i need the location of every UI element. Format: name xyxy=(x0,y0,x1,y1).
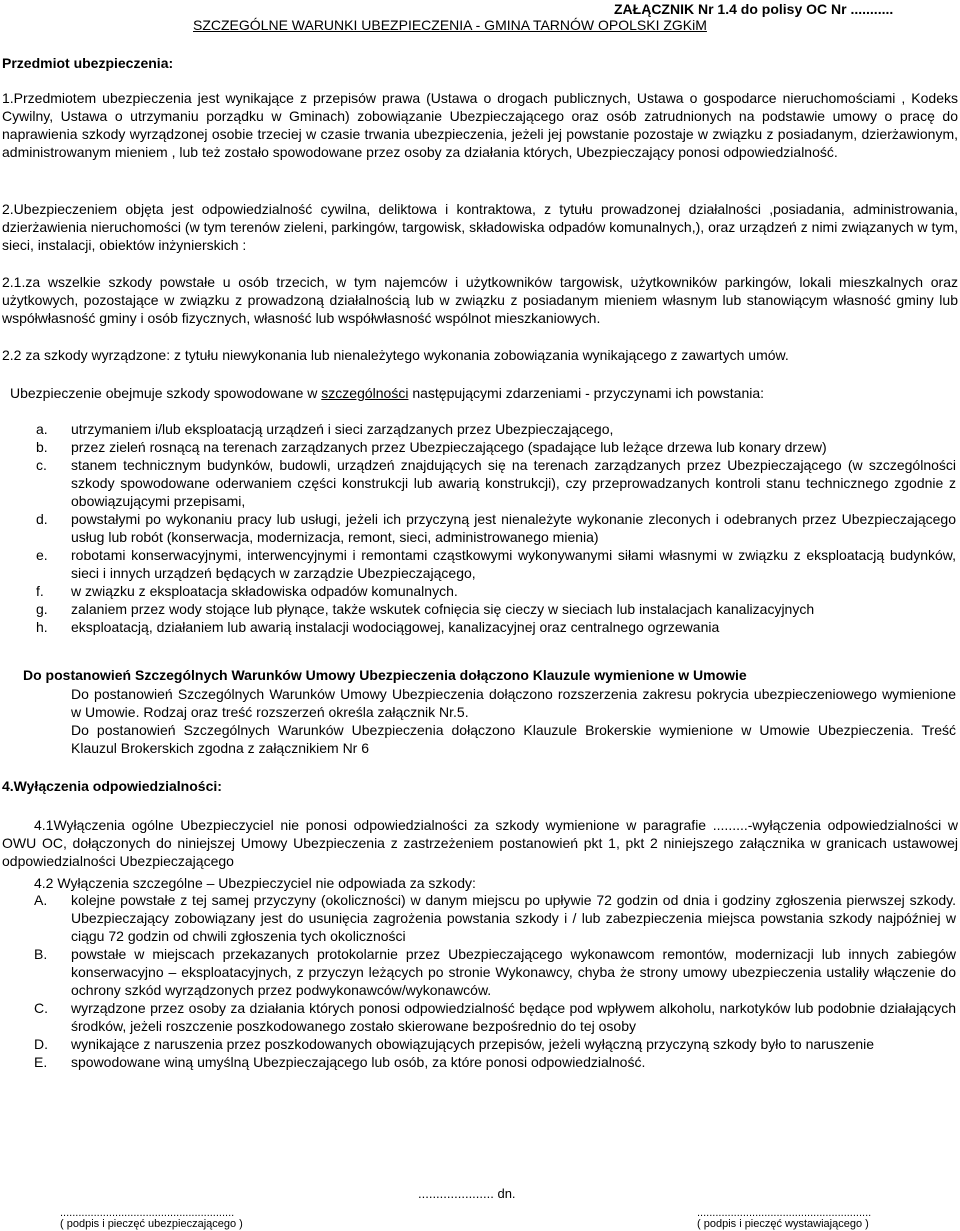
clauses-heading: Do postanowień Szczególnych Warunków Umowy Ubezpieczenia dołączono Klauzule wymienione w Umowie xyxy=(23,667,747,683)
signature-left-label: ( podpis i pieczęć ubezpieczającego ) xyxy=(60,1218,243,1230)
list-letter: e. xyxy=(36,547,48,563)
signature-date: ..................... dn. xyxy=(418,1186,516,1201)
exclusions-specific-intro: 4.2 Wyłączenia szczególne – Ubezpieczyciel nie odpowiada za szkody: xyxy=(34,875,476,891)
paragraph-2-2: 2.2 za szkody wyrządzone: z tytułu niewykonania lub nienależytego wykonania zobowiązania wynikającego z zawartych umów. xyxy=(2,347,789,363)
list-letter: c. xyxy=(36,457,47,473)
list-letter: f. xyxy=(36,583,44,599)
causes-intro-end: następującymi zdarzeniami - przyczynami ich powstania: xyxy=(408,385,765,401)
signature-right-label: ( podpis i pieczęć wystawiającego ) xyxy=(697,1218,869,1230)
paragraph-2-1: 2.1.za wszelkie szkody powstałe u osób trzecich, w tym najemców i użytkowników targowisk, użytkowników parkingów, lokali mieszkalnych oraz użytkowych, pozostające w związku z prowadzoną działalnością lub w związku z posiadanym mieniem własnym lub stanowiącym własność gminy lub współwłasność gminy i osób fizycznych, własność lub współwłasność wspólnot mieszkaniowych. xyxy=(2,274,958,326)
list-text: robotami konserwacyjnymi, interwencyjnymi i remontami cząstkowymi wykonywanymi siłami własnymi w związku z eksploatacją budynków, sieci i innych urządzeń będących w zarządzie Ubezpieczającego, xyxy=(71,547,956,581)
exclusions-heading: 4.Wyłączenia odpowiedzialności: xyxy=(2,778,222,794)
signature-right-line: ......................................................... xyxy=(697,1207,872,1219)
list-letter: C. xyxy=(34,1000,48,1016)
causes-intro-underlined: szczególności xyxy=(321,385,409,401)
list-letter: h. xyxy=(36,619,48,635)
list-text: powstałymi po wykonaniu pracy lub usługi, jeżeli ich przyczyną jest nienależyte wykonanie zleconych i odebranych przez Ubezpieczającego usług lub robót (konserwacja, modernizacja, remont, sieci, administrowanego mienia) xyxy=(71,511,956,545)
list-letter: b. xyxy=(36,439,48,455)
clauses-paragraph-2: Do postanowień Szczególnych Warunków Ubezpieczenia dołączono Klauzule Brokerskie wymienione w Umowie Ubezpieczenia. Treść Klauzul Brokerskich zgodna z załącznikiem Nr 6 xyxy=(71,722,956,756)
list-text: powstałe w miejscach przekazanych protokolarnie przez Ubezpieczającego wykonawcom remontów, modernizacji lub innych zabiegów konserwacyjno – eksploatacyjnych, z przyczyn leżących po stronie Wykonawcy, chyba że strony umowy ubezpieczenia ustaliły włączenie do ochrony szkód wyrządzonych przez podwykonawców/wykonawców. xyxy=(71,946,956,998)
paragraph-1: 1.Przedmiotem ubezpieczenia jest wynikające z przepisów prawa (Ustawa o drogach publicznych, Ustawa o gospodarce nieruchomościami , Kodeks Cywilny, Ustawa o utrzymaniu porządku w Gminach) zobowiązanie Ubezpieczającego oraz osób zatrudnionych na podstawie umowy o pracę do naprawienia szkody wyrządzonej osobie trzeciej w czasie trwania ubezpieczenia, jeżeli jej powstanie pozostaje w związku z posiadanym, dzierżawionym, administrowanym mieniem , lub też zostało spowodowane przez osoby za działania których, Ubezpieczający ponosi odpowiedzialność. xyxy=(2,90,958,160)
list-text: stanem technicznym budynków, budowli, urządzeń znajdujących się na terenach zarządzanych przez Ubezpieczającego (w szczególności szkody spowodowane oderwaniem części konstrukcji lub awarią konstrukcji), czy przeprowadzanych kontroli stanu technicznego zgodnie z obowiązującymi przepisami, xyxy=(71,457,956,509)
list-letter: A. xyxy=(34,892,48,908)
list-text: w związku z eksploatacja składowiska odpadów komunalnych. xyxy=(71,583,458,599)
subject-label: Przedmiot ubezpieczenia: xyxy=(2,55,174,71)
list-letter: D. xyxy=(34,1036,48,1052)
paragraph-2: 2.Ubezpieczeniem objęta jest odpowiedzialność cywilna, deliktowa i kontraktowa, z tytułu prowadzonej działalności ,posiadania, administrowania, dzierżawienia nieruchomości (w tym terenów zieleni, parkingów, targowisk, składowiska odpadów komunalnych,), oraz urządzeń z nimi związanych w tym, sieci, instalacji, obiektów inżynierskich : xyxy=(2,201,958,253)
list-text: eksploatacją, działaniem lub awarią instalacji wodociągowej, kanalizacyjnej oraz centralnego ogrzewania xyxy=(71,619,720,635)
signature-left-line: ......................................................... xyxy=(60,1207,235,1219)
list-text: spowodowane winą umyślną Ubezpieczającego lub osób, za które ponosi odpowiedzialność. xyxy=(71,1054,646,1070)
annex-title: ZAŁĄCZNIK Nr 1.4 do polisy OC Nr ........... xyxy=(614,1,894,17)
exclusions-general: 4.1Wyłączenia ogólne Ubezpieczyciel nie ponosi odpowiedzialności za szkody wymienione w paragrafie .........-wyłączenia odpowiedzialności w OWU OC, dołączonych do niniejszej Umowy Ubezpieczenia z zastrzeżeniem postanowień pkt 1, pkt 2 niniejszego załącznika w granicach ustawowej odpowiedzialności Ubezpieczającego xyxy=(2,817,958,869)
list-text: wynikające z naruszenia przez poszkodowanych obowiązujących przepisów, jeżeli wyłączną przyczyną szkody było to naruszenie xyxy=(71,1036,875,1052)
list-text: utrzymaniem i/lub eksploatacją urządzeń i sieci zarządzanych przez Ubezpieczającego, xyxy=(71,421,614,437)
causes-intro xyxy=(10,384,956,402)
list-letter: a. xyxy=(36,421,48,437)
list-letter: d. xyxy=(36,511,48,527)
causes-intro-start: Ubezpieczenie obejmuje szkody spowodowane w xyxy=(10,385,322,401)
list-text: wyrządzone przez osoby za działania których ponosi odpowiedzialność będące pod wpływem alkoholu, narkotyków lub podobnie działających środków, jeżeli roszczenie poszkodowanego zostało skierowane bezpośrednio do tej osoby xyxy=(71,1000,956,1034)
list-letter: B. xyxy=(34,946,48,962)
document-subtitle: SZCZEGÓLNE WARUNKI UBEZPIECZENIA - GMINA TARNÓW OPOLSKI ZGKiM xyxy=(193,17,707,33)
list-letter: g. xyxy=(36,601,48,617)
clauses-paragraph-1: Do postanowień Szczególnych Warunków Umowy Ubezpieczenia dołączono rozszerzenia zakresu pokrycia ubezpieczeniowego wymienione w Umowie. Rodzaj oraz treść rozszerzeń określa załącznik Nr.5. xyxy=(71,686,956,720)
list-text: kolejne powstałe z tej samej przyczyny (okoliczności) w danym miejscu po upływie 72 godzin od dnia i godziny zgłoszenia pierwszej szkody. Ubezpieczający zobowiązany jest do usunięcia zagrożenia powstania szkody i / lub zabezpieczenia miejsca powstania szkody najpóźniej w ciągu 72 godzin od chwili zgłoszenia tych okoliczności xyxy=(71,892,956,944)
list-text: przez zieleń rosnącą na terenach zarządzanych przez Ubezpieczającego (spadające lub leżące drzewa lub konary drzew) xyxy=(71,439,827,455)
list-text: zalaniem przez wody stojące lub płynące, także wskutek cofnięcia się cieczy w sieciach lub instalacjach kanalizacyjnych xyxy=(71,601,815,617)
list-letter: E. xyxy=(34,1054,48,1070)
